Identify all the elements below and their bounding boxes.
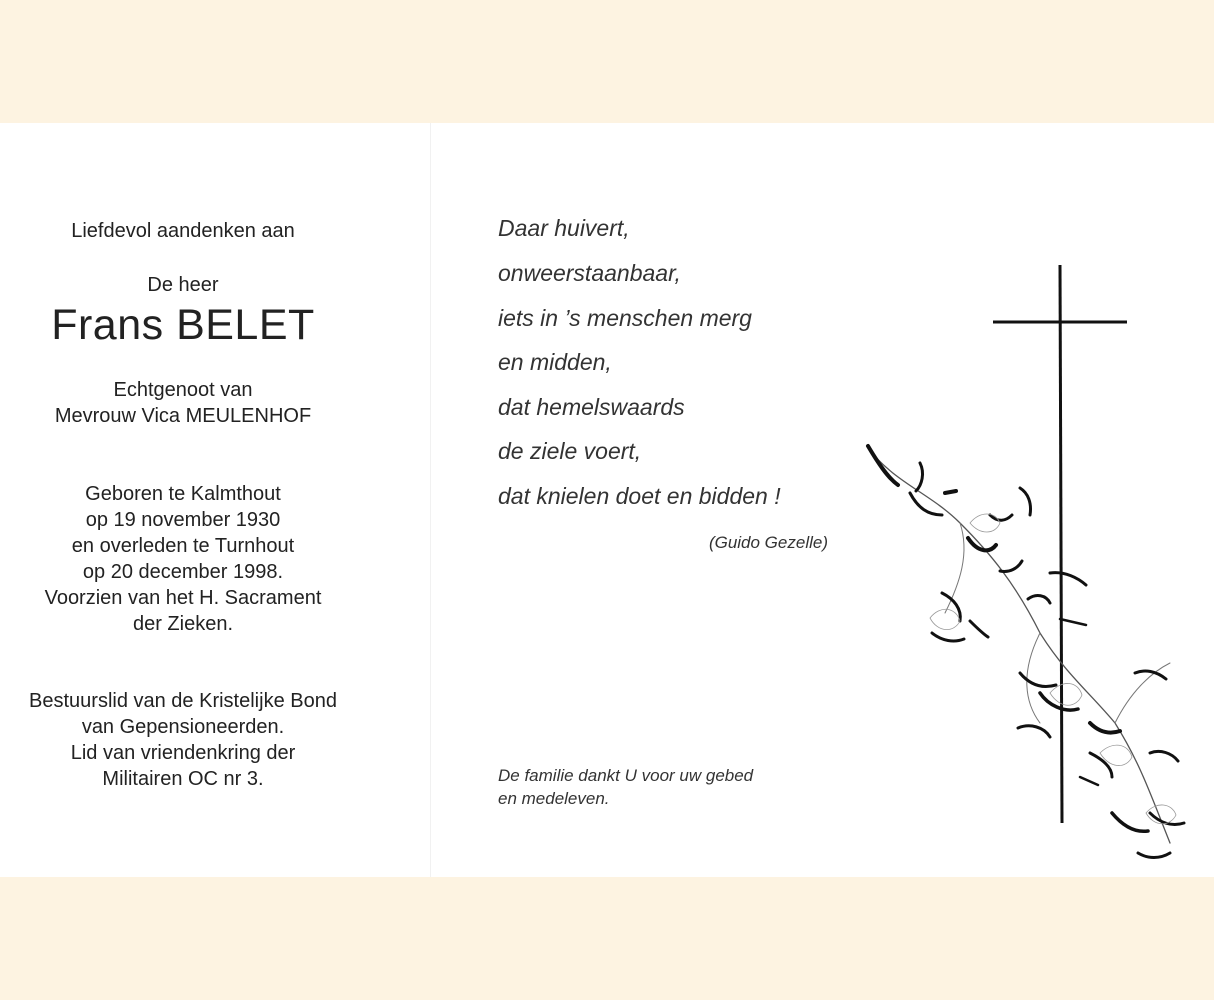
- life-line: op 20 december 1998.: [82, 561, 284, 583]
- poem-line: dat hemelswaards: [498, 394, 685, 420]
- poem-line: iets in ’s menschen merg: [498, 305, 752, 331]
- blossom-branch-icon: [868, 446, 1184, 858]
- role-line: van Gepensioneerden.: [81, 716, 285, 738]
- deceased-name: Frans BELET: [51, 301, 315, 349]
- life-line: op 19 november 1930: [85, 509, 281, 531]
- thanks-line: De familie dankt U voor uw gebed: [498, 766, 754, 785]
- life-line: Geboren te Kalmthout: [85, 483, 281, 505]
- spouse-name: Mevrouw Vica MEULENHOF: [54, 405, 312, 427]
- poem-line: en midden,: [498, 349, 612, 375]
- life-line: Voorzien van het H. Sacrament: [44, 587, 322, 609]
- thanks-line: en medeleven.: [498, 789, 610, 808]
- poem-line: dat knielen doet en bidden !: [498, 483, 781, 509]
- poem-line: de ziele voert,: [498, 438, 642, 464]
- poem-line: Daar huivert,: [498, 215, 630, 241]
- left-panel: [0, 123, 366, 877]
- life-line: der Zieken.: [132, 613, 234, 635]
- cross-blossom-illustration: [850, 253, 1200, 873]
- cross-icon: [993, 265, 1127, 823]
- poem-line: onweerstaanbaar,: [498, 260, 681, 286]
- intro-text: Liefdevol aandenken aan: [71, 220, 295, 242]
- card-fold-line: [430, 123, 431, 877]
- poem-author: (Guido Gezelle): [708, 533, 828, 552]
- spouse-label: Echtgenoot van: [113, 379, 253, 401]
- role-line: Bestuurslid van de Kristelijke Bond: [29, 690, 337, 712]
- memorial-card: [0, 123, 1214, 877]
- life-line: en overleden te Turnhout: [71, 535, 295, 557]
- role-line: Lid van vriendenkring der: [70, 742, 296, 764]
- role-line: Militairen OC nr 3.: [102, 768, 264, 790]
- honorific-text: De heer: [147, 274, 219, 296]
